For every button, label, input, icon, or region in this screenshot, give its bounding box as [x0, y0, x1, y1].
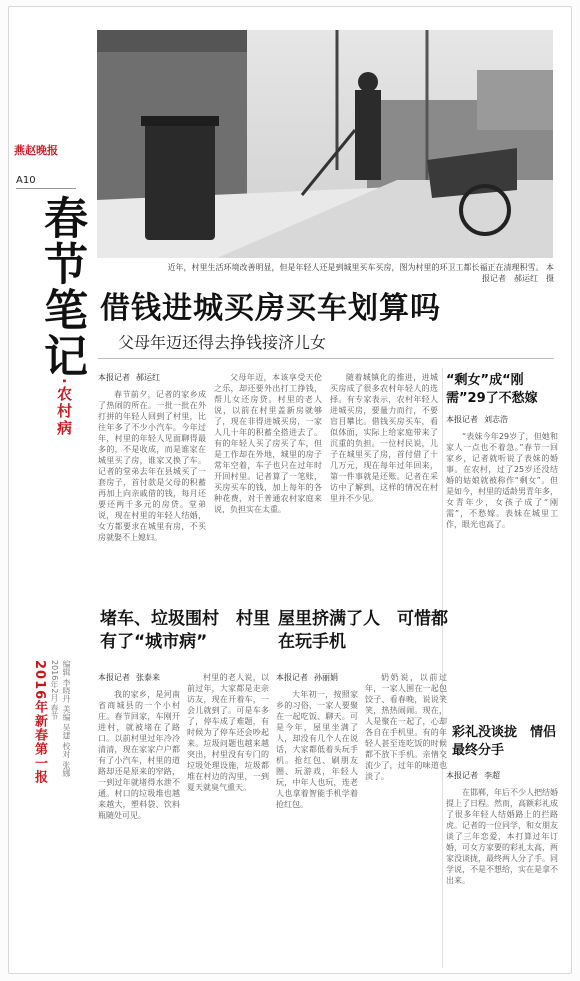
- byline-label: 本报记者: [98, 373, 130, 382]
- side-story-top: [446, 372, 558, 622]
- photo-caption: [160, 262, 554, 284]
- sub-heading-phones: 屋里挤满了人 可惜都在玩手机: [278, 609, 448, 652]
- byline-name: 郝运红: [136, 373, 160, 382]
- byline-label: 本报记者: [446, 415, 478, 424]
- article-body: 大年初一，按照家乡的习俗，一家人要聚在一起吃饭、聊天。可是今年，屋里坐满了人，却没有几个人在说话，大家都低着头玩手机。抢红包、刷朋友圈、玩游戏，年轻人玩，中年人也玩，连老人也拿着智能手机学着抢红包。: [276, 690, 358, 809]
- sub-headline: 父母年迈还得去挣钱接济儿女: [118, 333, 327, 352]
- column-subtitle: [54, 378, 75, 437]
- article-byline: [98, 372, 206, 383]
- headline-rule: [98, 358, 554, 359]
- article-column-1: [98, 372, 206, 597]
- article-column-2: [214, 372, 322, 597]
- page-number: A10: [16, 175, 36, 186]
- column-title: 春节笔记: [36, 195, 87, 379]
- article-body: 父母年迈，本该享受天伦之乐，却还要外出打工挣钱，帮儿女还房贷。村里的老人说，以前在村里盖新房就够了，现在非得进城买房，一家人几十年的积蓄全搭进去了。有的年轻人买了房买了车，但是工作却在外地，城里的房子常年空着，车子也只在过年时开回村里。记者算了一笔账，买房买车的钱，加上每年的各种花费，对于普通农村家庭来说，负担实在太重。: [214, 373, 322, 514]
- article-body: 春节前夕，记者的家乡成了热闹的所在。一批一批在外打拼的年轻人回到了村里，比往年多了不少小汽车。今年过年，村里的年轻人见面聊得最多的，不是收成，而是谁家在城里买了房，谁家又换了车。记者的堂弟去年在县城买了一套房子，首付款是父母的积蓄再加上向亲戚借的钱，每月还要还两千多元的房贷。堂弟说，现在村里的年轻人结婚，女方都要求在城里有房，不买房就娶不上媳妇。: [98, 390, 206, 542]
- byline-label: 本报记者: [98, 673, 130, 682]
- lead-photo-image: [97, 30, 553, 258]
- side-story-bottom-body: 在邯郸，年后不少人把结婚提上了日程。然而，高额彩礼成了很多年轻人结婚路上的拦路虎。记者的一位同学，和女朋友谈了三年恋爱，本打算过年订婚，可女方家要的彩礼太高，两家没谈拢，最终两人分了手。同学说，不是不想给，实在是拿不出来。: [446, 788, 558, 885]
- byline-name: 张泰来: [136, 673, 160, 682]
- article-body: 村里的老人说，以前过年，大家都是走亲访友，现在开着车，一会儿就到了。可是车多了，停车成了难题，有时候为了停车还会吵起来。垃圾问题也越来越突出，村里没有专门的垃圾处理设施，垃圾都堆在村边的沟里，一到夏天就臭气熏天。: [187, 673, 269, 792]
- article-byline: [276, 672, 358, 683]
- lead-photo: [97, 30, 553, 258]
- bottom-article-1: [98, 672, 180, 968]
- photo-caption-text: 近年，村里生活环境改善明显，但是年轻人还是到城里买车买房，图为村里的环卫工都长福正在清理积雪。: [167, 263, 544, 272]
- article-body: 我的家乡，是河南省商城县的一个小村庄。春节回家，车刚开进村，就被堵在了路口。以前村里过年冷冷清清，现在家家户户都有了小汽车，村里的道路却还是原来的窄路，一到过年就堵得水泄不通。村口的垃圾堆也越来越大，塑料袋、饮料瓶随处可见。: [98, 690, 180, 820]
- edition-label: 2016年新春第一报: [32, 660, 47, 785]
- byline-name: 李超: [484, 771, 500, 780]
- bottom-article-2: [187, 672, 269, 968]
- side-story-bottom-title: 彩礼没谈拢 情侣最终分手: [452, 725, 557, 758]
- article-byline: [98, 672, 180, 683]
- article-column-3: [330, 372, 438, 597]
- side-story-bottom-byline: [446, 770, 558, 781]
- column-subtitle-text: 农村病: [55, 385, 73, 437]
- byline-name: 孙丽娟: [314, 673, 338, 682]
- edition-meta: 编辑 李晓丹 美编 吴建 校对 张娜 2016年2月·春节: [50, 660, 71, 777]
- masthead-logo: 燕赵晚报: [14, 144, 58, 157]
- article-body: 随着城镇化的推进，进城买房成了很多农村年轻人的选择。有专家表示，农村年轻人进城买房，要量力而行，不要盲目攀比。借钱买房买车，看似体面，实际上给家庭带来了沉重的负担。一位村民说，儿子在城里买了房，首付借了十几万元，现在每年过年回来，第一件事就是还账。记者在采访中了解到，这样的情况在村里并不少见。: [330, 373, 438, 503]
- side-story-bottom: [446, 770, 558, 968]
- byline-label: 本报记者: [446, 771, 478, 780]
- main-headline: 借钱进城买房买车划算吗: [100, 291, 441, 326]
- sub-heading-city-disease: 堵车、垃圾围村 村里有了“城市病”: [100, 609, 270, 652]
- column-dot: ·: [55, 378, 73, 386]
- side-story-top-title: “剩女”成“刚需”29了不愁嫁: [446, 373, 538, 406]
- byline-label: 本报记者: [276, 673, 308, 682]
- side-story-top-byline: [446, 414, 558, 425]
- byline-name: 刘志浩: [484, 415, 508, 424]
- rail-divider: [16, 188, 76, 189]
- article-body: 奶奶说，以前过年，一家人围在一起包饺子、看春晚，说说笑笑，热热闹闹。现在，人是聚在一起了，心却各自在手机里。有的年轻人甚至连吃饭的时候都不放下手机。亲情交流少了，过年的味道也淡了。: [365, 673, 447, 781]
- bottom-article-4: [365, 672, 447, 968]
- side-story-top-body: “表妹今年29岁了，但她和家人一点也不着急。”春节一回家乡，记者就听说了表妹的婚事。在农村，过了25岁还没结婚的姑娘就被称作“剩女”。但是如今，村里的适龄男青年多，女青年少，女孩子成了“刚需”，不愁嫁。表妹在城里工作，眼光也高了。: [446, 432, 558, 529]
- bottom-article-3: [276, 672, 358, 968]
- photo-credit: 本报记者 郝运红 摄: [482, 263, 554, 283]
